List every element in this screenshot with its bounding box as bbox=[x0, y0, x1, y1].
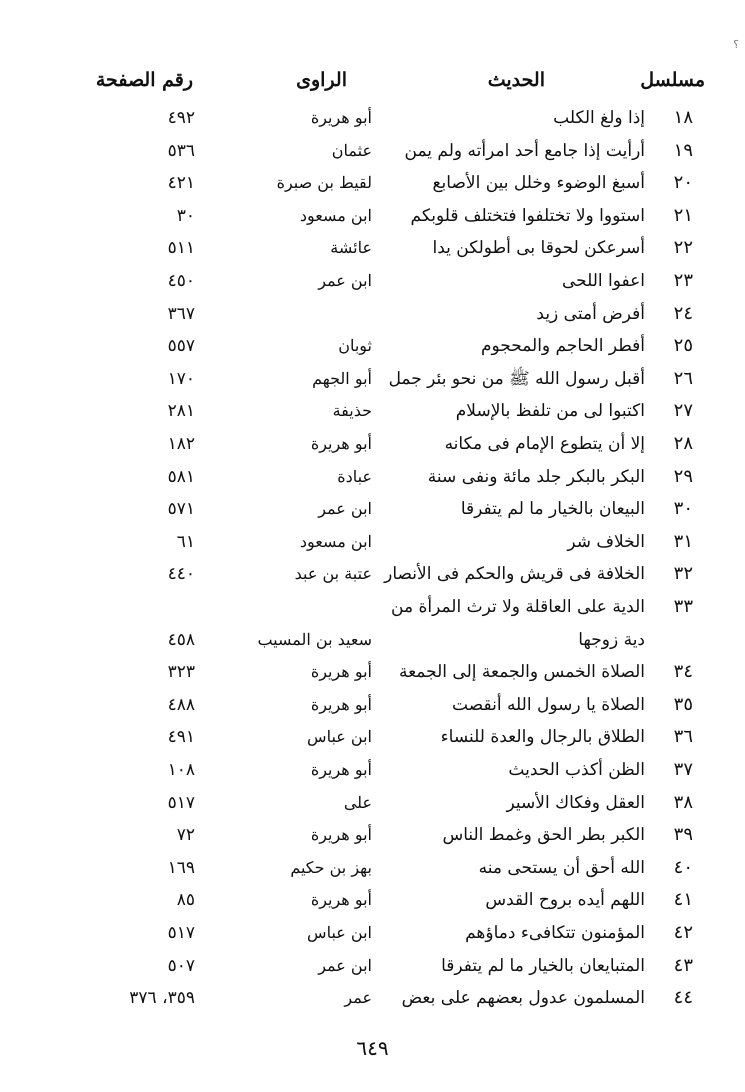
table-row bbox=[0, 102, 745, 134]
table-row bbox=[0, 330, 745, 362]
serial-number: ٢٣ bbox=[673, 270, 693, 291]
margin-mark: ؟ bbox=[733, 38, 739, 51]
table-row bbox=[0, 558, 745, 590]
page-reference: ١٨٢ bbox=[167, 434, 195, 454]
hadith-text: المسلمون عدول بعضهم على بعض bbox=[401, 988, 645, 1009]
narrator-name: سعيد بن المسيب bbox=[257, 629, 372, 649]
table-row bbox=[0, 754, 745, 786]
narrator-name: ابن عمر bbox=[318, 499, 372, 519]
table-row bbox=[0, 493, 745, 525]
page-reference: ٣٥٩، ٣٧٦ bbox=[129, 988, 195, 1009]
page-reference: ٥١٧ bbox=[167, 923, 195, 943]
page-reference: ٣٦٧ bbox=[167, 303, 195, 324]
page-reference: ١٧٠ bbox=[167, 368, 195, 389]
hadith-text: الصلاة يا رسول الله أنقصت bbox=[452, 694, 645, 715]
hadith-text: الخلافة فى قريش والحكم فى الأنصار bbox=[384, 564, 645, 585]
narrator-name: ثوبان bbox=[338, 336, 372, 356]
page-reference: ٥٧١ bbox=[167, 499, 195, 520]
table-row bbox=[0, 852, 745, 884]
table-row bbox=[0, 689, 745, 721]
serial-number: ٢٧ bbox=[673, 400, 693, 422]
table-row bbox=[0, 395, 745, 427]
hadith-text: أقبل رسول الله ﷺ من نحو بئر جمل bbox=[388, 368, 645, 389]
page-reference: ٤٢١ bbox=[167, 173, 195, 194]
table-row bbox=[0, 656, 745, 688]
serial-number: ٢٦ bbox=[673, 367, 693, 389]
narrator-name: لقيط بن صبرة bbox=[276, 173, 372, 193]
narrator-name: أبو هريرة bbox=[310, 108, 372, 127]
table-row bbox=[0, 884, 745, 916]
hadith-text: استووا ولا تختلفوا فتختلف قلوبكم bbox=[410, 205, 645, 226]
narrator-name: عبادة bbox=[337, 466, 372, 486]
narrator-name: بهز بن حكيم bbox=[290, 857, 372, 877]
table-row bbox=[0, 167, 745, 199]
hadith-text: المؤمنون تتكافىء دماؤهم bbox=[465, 923, 645, 943]
header-narrator: الراوى bbox=[296, 69, 347, 91]
page-reference: ١٦٩ bbox=[167, 857, 195, 878]
serial-number: ٣٦ bbox=[673, 726, 693, 748]
table-row bbox=[0, 232, 745, 264]
table-row bbox=[0, 787, 745, 819]
narrator-name: على bbox=[343, 792, 372, 812]
serial-number: ٢٩ bbox=[673, 465, 693, 487]
page-number: ٦٤٩ bbox=[356, 1036, 389, 1060]
page-reference: ٤٩١ bbox=[167, 727, 195, 748]
serial-number: ٣٥ bbox=[673, 693, 693, 715]
serial-number: ١٨ bbox=[673, 107, 693, 128]
hadith-text: أسبغ الوضوء وخلل بين الأصابع bbox=[432, 173, 645, 194]
table-row bbox=[0, 982, 745, 1014]
hadith-text: العقل وفكاك الأسير bbox=[506, 792, 645, 813]
narrator-name: ابن مسعود bbox=[299, 531, 372, 551]
hadith-text: الظن أكذب الحديث bbox=[508, 760, 645, 780]
hadith-text: اعفوا اللحى bbox=[561, 271, 645, 291]
page-reference: ٥١١ bbox=[167, 238, 195, 259]
table-row bbox=[0, 526, 745, 558]
serial-number: ٤٤ bbox=[673, 987, 693, 1009]
table-row bbox=[0, 200, 745, 232]
header-serial: مسلسل bbox=[640, 69, 705, 91]
serial-number: ٤٣ bbox=[673, 954, 693, 976]
header-hadith: الحديث bbox=[487, 69, 545, 91]
narrator-name: عثمان bbox=[331, 140, 372, 160]
narrator-name: أبو هريرة bbox=[310, 760, 372, 779]
serial-number: ٤١ bbox=[673, 889, 693, 911]
table-row bbox=[0, 265, 745, 297]
narrator-name: أبو هريرة bbox=[310, 694, 372, 714]
serial-number: ٣٧ bbox=[673, 759, 693, 780]
hadith-text: البيعان بالخيار ما لم يتفرقا bbox=[460, 499, 645, 520]
serial-number: ٢٤ bbox=[673, 302, 693, 324]
page-reference: ٥٨١ bbox=[167, 466, 195, 487]
hadith-text: الكبر بطر الحق وغمط الناس bbox=[442, 825, 645, 846]
hadith-text: اللهم أيده بروح القدس bbox=[485, 890, 645, 911]
hadith-text: إذا ولغ الكلب bbox=[553, 108, 645, 128]
narrator-name: أبو هريرة bbox=[310, 825, 372, 845]
narrator-name: ابن مسعود bbox=[299, 205, 372, 225]
serial-number: ٣٤ bbox=[673, 661, 693, 683]
table-row bbox=[0, 461, 745, 493]
narrator-name: أبو الجهم bbox=[312, 368, 372, 388]
table-row bbox=[0, 624, 745, 656]
page-reference: ٦١ bbox=[176, 531, 195, 552]
table-row bbox=[0, 135, 745, 167]
hadith-text: المتبايعان بالخيار ما لم يتفرقا bbox=[441, 955, 645, 976]
narrator-name: عمر bbox=[344, 988, 372, 1008]
page-reference: ٥٠٧ bbox=[167, 955, 195, 976]
table-row bbox=[0, 819, 745, 851]
narrator-name: عتبة بن عبد bbox=[294, 564, 372, 584]
serial-number: ٤٢ bbox=[673, 922, 693, 943]
page-reference: ٤٥٨ bbox=[167, 629, 195, 650]
page-reference: ٣٢٣ bbox=[167, 662, 195, 683]
page-reference: ٤٥٠ bbox=[167, 271, 195, 291]
narrator-name: ابن عمر bbox=[318, 955, 372, 975]
page-reference: ٥٣٦ bbox=[167, 140, 195, 161]
serial-number: ١٩ bbox=[673, 139, 693, 161]
hadith-text: دية زوجها bbox=[578, 629, 645, 650]
hadith-text: اكتبوا لى من تلفظ بالإسلام bbox=[455, 401, 645, 422]
narrator-name: عائشة bbox=[330, 238, 372, 258]
serial-number: ٣٢ bbox=[673, 563, 693, 585]
serial-number: ٣١ bbox=[673, 530, 693, 552]
hadith-text: الصلاة الخمس والجمعة إلى الجمعة bbox=[398, 662, 645, 683]
hadith-text: الطلاق بالرجال والعدة للنساء bbox=[440, 727, 645, 748]
page-reference: ٥١٧ bbox=[167, 792, 195, 813]
page-reference: ٧٢ bbox=[176, 825, 195, 846]
hadith-text: الخلاف شر bbox=[567, 531, 645, 552]
narrator-name: ابن عمر bbox=[318, 271, 372, 290]
hadith-text: أرأيت إذا جامع أحد امرأته ولم يمن bbox=[404, 140, 645, 161]
serial-number: ٢٢ bbox=[673, 237, 693, 259]
page-reference: ٤٤٠ bbox=[167, 564, 195, 585]
table-row bbox=[0, 591, 745, 623]
serial-number: ٣٠ bbox=[673, 498, 693, 520]
table-row bbox=[0, 917, 745, 949]
narrator-name: أبو هريرة bbox=[310, 662, 372, 682]
narrator-name: ابن عباس bbox=[307, 727, 372, 747]
table-row bbox=[0, 298, 745, 330]
hadith-text: أسرعكن لحوقا بى أطولكن يدا bbox=[432, 238, 645, 259]
hadith-text: الدية على العاقلة ولا ترث المرأة من bbox=[391, 597, 645, 617]
narrator-name: ابن عباس bbox=[307, 923, 372, 942]
table-row bbox=[0, 428, 745, 460]
header-page-number: رقم الصفحة bbox=[95, 69, 193, 91]
page-reference: ١٠٨ bbox=[167, 760, 195, 780]
serial-number: ٣٩ bbox=[673, 824, 693, 846]
narrator-name: أبو هريرة bbox=[310, 434, 372, 453]
hadith-text: أفطر الحاجم والمحجوم bbox=[480, 336, 645, 357]
hadith-text: الله أحق أن يستحى منه bbox=[478, 857, 645, 878]
serial-number: ٣٣ bbox=[673, 596, 693, 617]
page-reference: ٣٠ bbox=[176, 205, 195, 226]
narrator-name: أبو هريرة bbox=[310, 890, 372, 910]
serial-number: ٢٨ bbox=[673, 433, 693, 454]
table-row bbox=[0, 950, 745, 982]
hadith-text: البكر بالبكر جلد مائة ونفى سنة bbox=[427, 466, 645, 487]
serial-number: ٢٠ bbox=[673, 172, 693, 194]
page-reference: ٥٥٧ bbox=[167, 336, 195, 357]
hadith-text: أفرض أمتى زيد bbox=[536, 303, 645, 324]
serial-number: ٢٥ bbox=[673, 335, 693, 357]
page-reference: ٤٩٢ bbox=[167, 108, 195, 128]
serial-number: ٤٠ bbox=[673, 856, 693, 878]
hadith-text: إلا أن يتطوع الإمام فى مكانه bbox=[444, 434, 645, 454]
table-row bbox=[0, 721, 745, 753]
narrator-name: حذيفة bbox=[332, 401, 372, 421]
serial-number: ٢١ bbox=[673, 204, 693, 226]
table-row bbox=[0, 363, 745, 395]
page-reference: ٢٨١ bbox=[167, 401, 195, 422]
page-reference: ٤٨٨ bbox=[167, 694, 195, 715]
page-reference: ٨٥ bbox=[176, 890, 195, 911]
serial-number: ٣٨ bbox=[673, 791, 693, 813]
